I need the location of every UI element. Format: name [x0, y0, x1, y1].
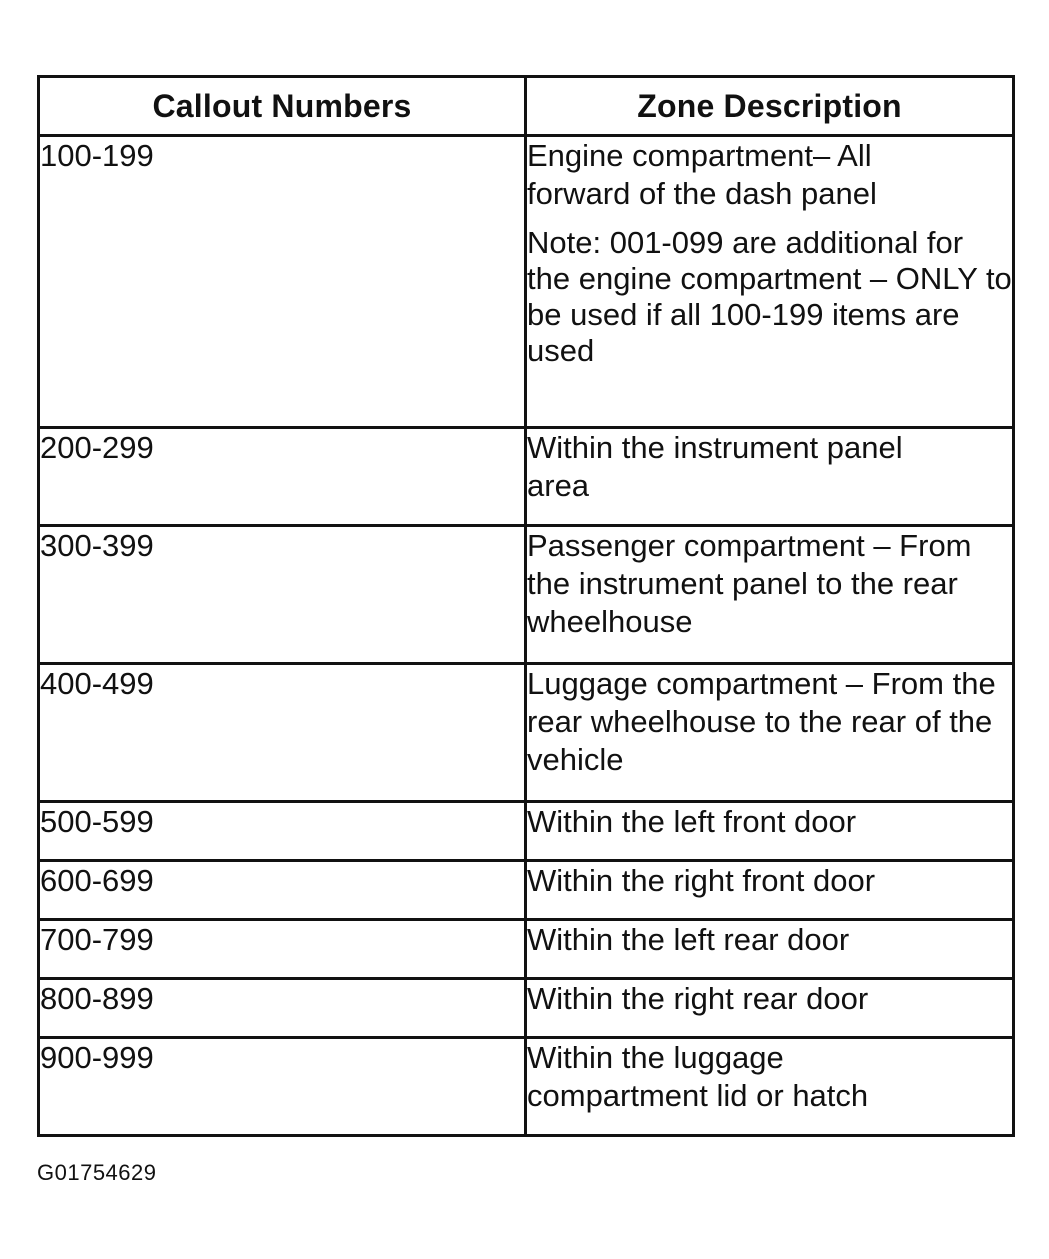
- callout-range: 800-899: [39, 979, 526, 1038]
- zone-description: Passenger compartment – From the instrument panel to the rear wheelhouse: [526, 526, 1014, 664]
- zone-description: Within the luggage compartment lid or hatch: [526, 1038, 1014, 1136]
- table-row: [39, 428, 1014, 526]
- callout-range: 700-799: [39, 920, 526, 979]
- zone-description: Within the left rear door: [526, 920, 1014, 979]
- header-zone-description: Zone Description: [526, 77, 1014, 136]
- figure-id: G01754629: [37, 1160, 157, 1185]
- callout-range: 900-999: [39, 1038, 526, 1136]
- table-row: [39, 664, 1014, 802]
- callout-range: 100-199: [39, 136, 526, 428]
- zone-description: Within the right rear door: [526, 979, 1014, 1038]
- zone-note: Note: 001-099 are additional for the engine compartment – ONLY to be used if all 100-199 items are used: [527, 225, 1012, 368]
- callout-range: 400-499: [39, 664, 526, 802]
- callout-range: 500-599: [39, 802, 526, 861]
- table-row: [39, 861, 1014, 920]
- header-callout-numbers: Callout Numbers: [39, 77, 526, 136]
- callout-range: 600-699: [39, 861, 526, 920]
- zone-description-cell: [526, 136, 1014, 428]
- table-header-row: [39, 77, 1014, 136]
- zone-description: Within the left front door: [526, 802, 1014, 861]
- table-row: [39, 1038, 1014, 1136]
- table-row: [39, 920, 1014, 979]
- table-row: [39, 979, 1014, 1038]
- callout-range: 200-299: [39, 428, 526, 526]
- zone-description: Within the right front door: [526, 861, 1014, 920]
- table-row: [39, 802, 1014, 861]
- callout-zone-table: [37, 75, 1015, 1137]
- zone-description: Engine compartment– All forward of the dash panel: [527, 138, 877, 211]
- table-row: [39, 136, 1014, 428]
- callout-range: 300-399: [39, 526, 526, 664]
- table-row: [39, 526, 1014, 664]
- zone-description: Within the instrument panel area: [526, 428, 1014, 526]
- zone-description: Luggage compartment – From the rear wheelhouse to the rear of the vehicle: [526, 664, 1014, 802]
